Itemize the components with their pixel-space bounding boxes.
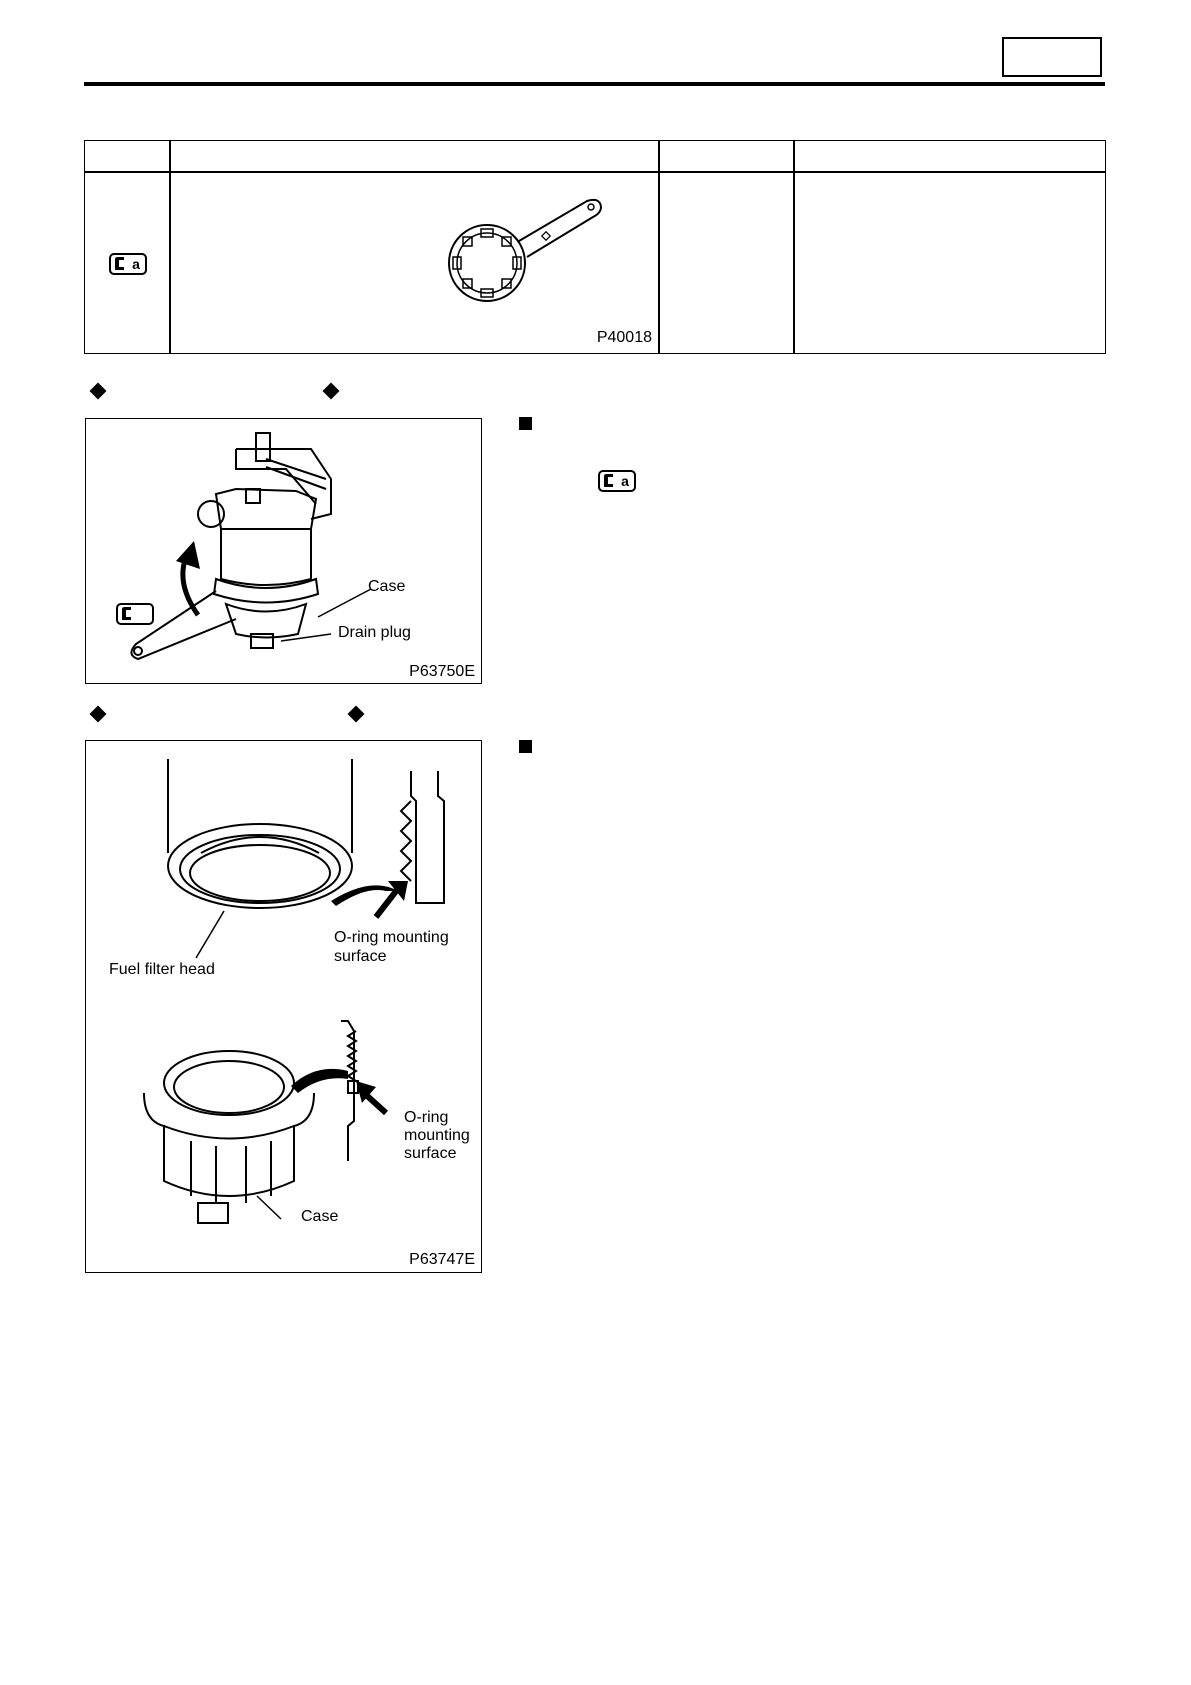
filter-wrench-drawing [435, 191, 605, 306]
figure1-code: P63750E [409, 663, 475, 680]
fuel-filter-head-label: Fuel filter head [109, 961, 215, 978]
special-tool-mark [109, 253, 147, 275]
table-col-divider [793, 141, 795, 353]
table-col-divider [658, 141, 660, 353]
section-diamond-marker [90, 706, 107, 723]
case-label: Case [301, 1208, 339, 1225]
figure-o-ring-surfaces [85, 740, 482, 1273]
step-square-marker [519, 740, 532, 753]
section-diamond-marker [90, 383, 107, 400]
table-col-divider [169, 141, 171, 353]
step-square-marker [519, 417, 532, 430]
inline-special-tool-mark [598, 470, 636, 492]
wrench-icon [109, 253, 147, 275]
page-number-box [1002, 37, 1102, 77]
wrench-icon [117, 604, 153, 624]
figure-case-removal [85, 418, 482, 684]
figure2-code: P63747E [409, 1251, 475, 1268]
o-ring-surface-drawing [86, 741, 483, 1274]
section-diamond-marker [348, 706, 365, 723]
o-ring-bottom-label: O-ring mounting surface [404, 1109, 470, 1162]
case-label: Case [368, 578, 406, 595]
o-ring-top-label: O-ring mounting surface [334, 929, 449, 965]
drain-plug-label: Drain plug [338, 624, 411, 641]
table-header-divider [85, 171, 1105, 173]
filter-removal-drawing [86, 419, 483, 685]
wrench-icon [598, 470, 636, 492]
special-tool-table [84, 140, 1106, 354]
svg-text:a: a [621, 473, 629, 489]
svg-text:a: a [132, 256, 140, 272]
header-rule [84, 82, 1105, 86]
section-diamond-marker [323, 383, 340, 400]
tool-figure-code: P40018 [596, 329, 652, 346]
